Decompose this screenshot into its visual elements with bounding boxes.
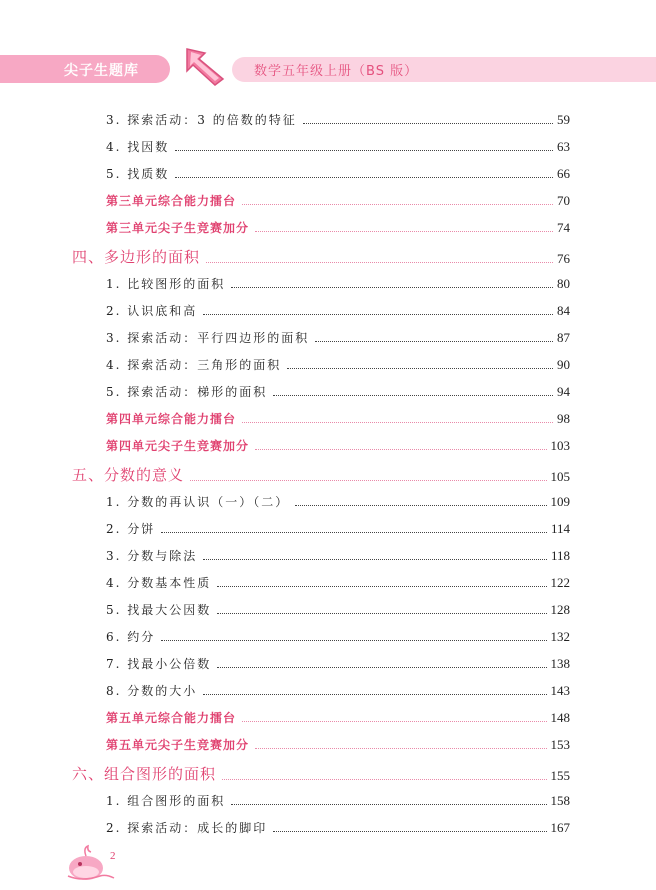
toc-chapter xyxy=(72,464,570,485)
dot-leader xyxy=(303,122,553,124)
toc-page-number: 132 xyxy=(550,629,570,644)
dot-leader xyxy=(161,639,546,641)
brand-banner xyxy=(0,55,170,83)
toc-section xyxy=(106,275,570,292)
toc-section xyxy=(106,547,570,564)
subject-banner xyxy=(232,57,656,82)
toc-page-number: 94 xyxy=(557,384,570,399)
toc-label: 3. 探索活动：平行四边形的面积 xyxy=(106,331,310,345)
toc-label: 5. 探索活动：梯形的面积 xyxy=(106,385,268,399)
toc-label: 四、多边形的面积 xyxy=(72,248,201,266)
toc-label: 3. 分数与除法 xyxy=(106,549,198,563)
toc-label: 五、分数的意义 xyxy=(72,466,185,484)
toc-label: 第三单元综合能力擂台 xyxy=(106,194,237,208)
dot-leader xyxy=(203,313,553,315)
toc-page-number: 167 xyxy=(550,820,570,835)
toc-section xyxy=(106,138,570,155)
dot-leader xyxy=(231,803,546,805)
toc-label: 第四单元尖子生竞赛加分 xyxy=(106,439,250,453)
toc-label: 6. 约分 xyxy=(106,630,156,644)
dot-leader xyxy=(217,612,546,614)
dot-leader xyxy=(273,394,553,396)
dot-leader xyxy=(231,286,553,288)
page-header xyxy=(0,55,656,85)
toc-unit-review xyxy=(106,437,570,454)
toc-label: 3. 探索活动：3 的倍数的特征 xyxy=(106,113,297,127)
dot-leader xyxy=(242,203,553,205)
dot-leader xyxy=(255,747,546,749)
dot-leader xyxy=(242,720,546,722)
toc-unit-review xyxy=(106,736,570,753)
toc-page-number: 109 xyxy=(550,494,570,509)
book-subject: 数学五年级上册（BS 版） xyxy=(254,64,419,79)
dot-leader xyxy=(206,261,553,263)
toc-label: 5. 找质数 xyxy=(106,167,170,181)
dot-leader xyxy=(175,149,553,151)
toc-page-number: 103 xyxy=(550,438,570,453)
toc-section xyxy=(106,574,570,591)
arrow-icon xyxy=(183,47,227,87)
toc-page-number: 158 xyxy=(550,793,570,808)
toc-unit-review xyxy=(106,219,570,236)
toc-section xyxy=(106,493,570,510)
toc-page-number: 105 xyxy=(550,469,570,484)
toc-section xyxy=(106,111,570,128)
toc-page-number: 148 xyxy=(550,710,570,725)
dot-leader xyxy=(255,448,546,450)
toc-page-number: 143 xyxy=(550,683,570,698)
toc-unit-review xyxy=(106,192,570,209)
toc-label: 2. 分饼 xyxy=(106,522,156,536)
toc-page-number: 155 xyxy=(550,768,570,783)
dot-leader xyxy=(255,230,553,232)
toc-page-number: 87 xyxy=(557,330,570,345)
toc-chapter xyxy=(72,246,570,267)
dot-leader xyxy=(222,778,546,780)
toc-label: 5. 找最大公因数 xyxy=(106,603,212,617)
toc-section xyxy=(106,792,570,809)
toc-page-number: 122 xyxy=(550,575,570,590)
toc-page-number: 74 xyxy=(557,220,570,235)
toc-label: 8. 分数的大小 xyxy=(106,684,198,698)
dot-leader xyxy=(190,479,546,481)
toc-section xyxy=(106,628,570,645)
toc-page-number: 114 xyxy=(550,521,570,536)
toc-page-number: 63 xyxy=(557,139,570,154)
toc-label: 1. 组合图形的面积 xyxy=(106,794,226,808)
toc-page-number: 84 xyxy=(557,303,570,318)
dot-leader xyxy=(203,693,546,695)
toc-unit-review xyxy=(106,709,570,726)
dot-leader xyxy=(217,666,546,668)
toc-page-number: 59 xyxy=(557,112,570,127)
dot-leader xyxy=(175,176,553,178)
dot-leader xyxy=(287,367,553,369)
toc-page-number: 90 xyxy=(557,357,570,372)
toc-chapter xyxy=(72,763,570,784)
toc-section xyxy=(106,601,570,618)
dot-leader xyxy=(217,585,546,587)
toc-section xyxy=(106,356,570,373)
toc-page-number: 128 xyxy=(550,602,570,617)
toc-label: 7. 找最小公倍数 xyxy=(106,657,212,671)
dot-leader xyxy=(203,558,547,560)
toc-page-number: 76 xyxy=(557,251,570,266)
dot-leader xyxy=(273,830,546,832)
toc-label: 2. 认识底和高 xyxy=(106,304,198,318)
toc-label: 1. 比较图形的面积 xyxy=(106,277,226,291)
toc-label: 第三单元尖子生竞赛加分 xyxy=(106,221,250,235)
toc-label: 六、组合图形的面积 xyxy=(72,765,217,783)
toc-page-number: 118 xyxy=(550,548,570,563)
toc-section xyxy=(106,682,570,699)
toc-page-number: 80 xyxy=(557,276,570,291)
toc-label: 4. 分数基本性质 xyxy=(106,576,212,590)
dot-leader xyxy=(242,421,553,423)
toc-unit-review xyxy=(106,410,570,427)
toc-section xyxy=(106,329,570,346)
toc-page-number: 98 xyxy=(557,411,570,426)
dot-leader xyxy=(315,340,553,342)
toc-label: 4. 探索活动：三角形的面积 xyxy=(106,358,282,372)
whale-icon xyxy=(64,842,120,882)
toc-section xyxy=(106,655,570,672)
toc-label: 第四单元综合能力擂台 xyxy=(106,412,237,426)
toc-label: 2. 探索活动：成长的脚印 xyxy=(106,821,268,835)
toc-page-number: 70 xyxy=(557,193,570,208)
toc-page-number: 66 xyxy=(557,166,570,181)
toc-label: 第五单元综合能力擂台 xyxy=(106,711,237,725)
toc-section xyxy=(106,165,570,182)
page-number: 2 xyxy=(110,850,116,862)
brand-title: 尖子生题库 xyxy=(64,63,139,79)
toc-page-number: 138 xyxy=(550,656,570,671)
toc-page-number: 153 xyxy=(550,737,570,752)
toc-section xyxy=(106,819,570,836)
dot-leader xyxy=(295,504,546,506)
toc-label: 第五单元尖子生竞赛加分 xyxy=(106,738,250,752)
toc-section xyxy=(106,383,570,400)
dot-leader xyxy=(161,531,547,533)
toc-label: 1. 分数的再认识（一）（二） xyxy=(106,495,290,509)
toc-section xyxy=(106,520,570,537)
toc-section xyxy=(106,302,570,319)
toc-label: 4. 找因数 xyxy=(106,140,170,154)
